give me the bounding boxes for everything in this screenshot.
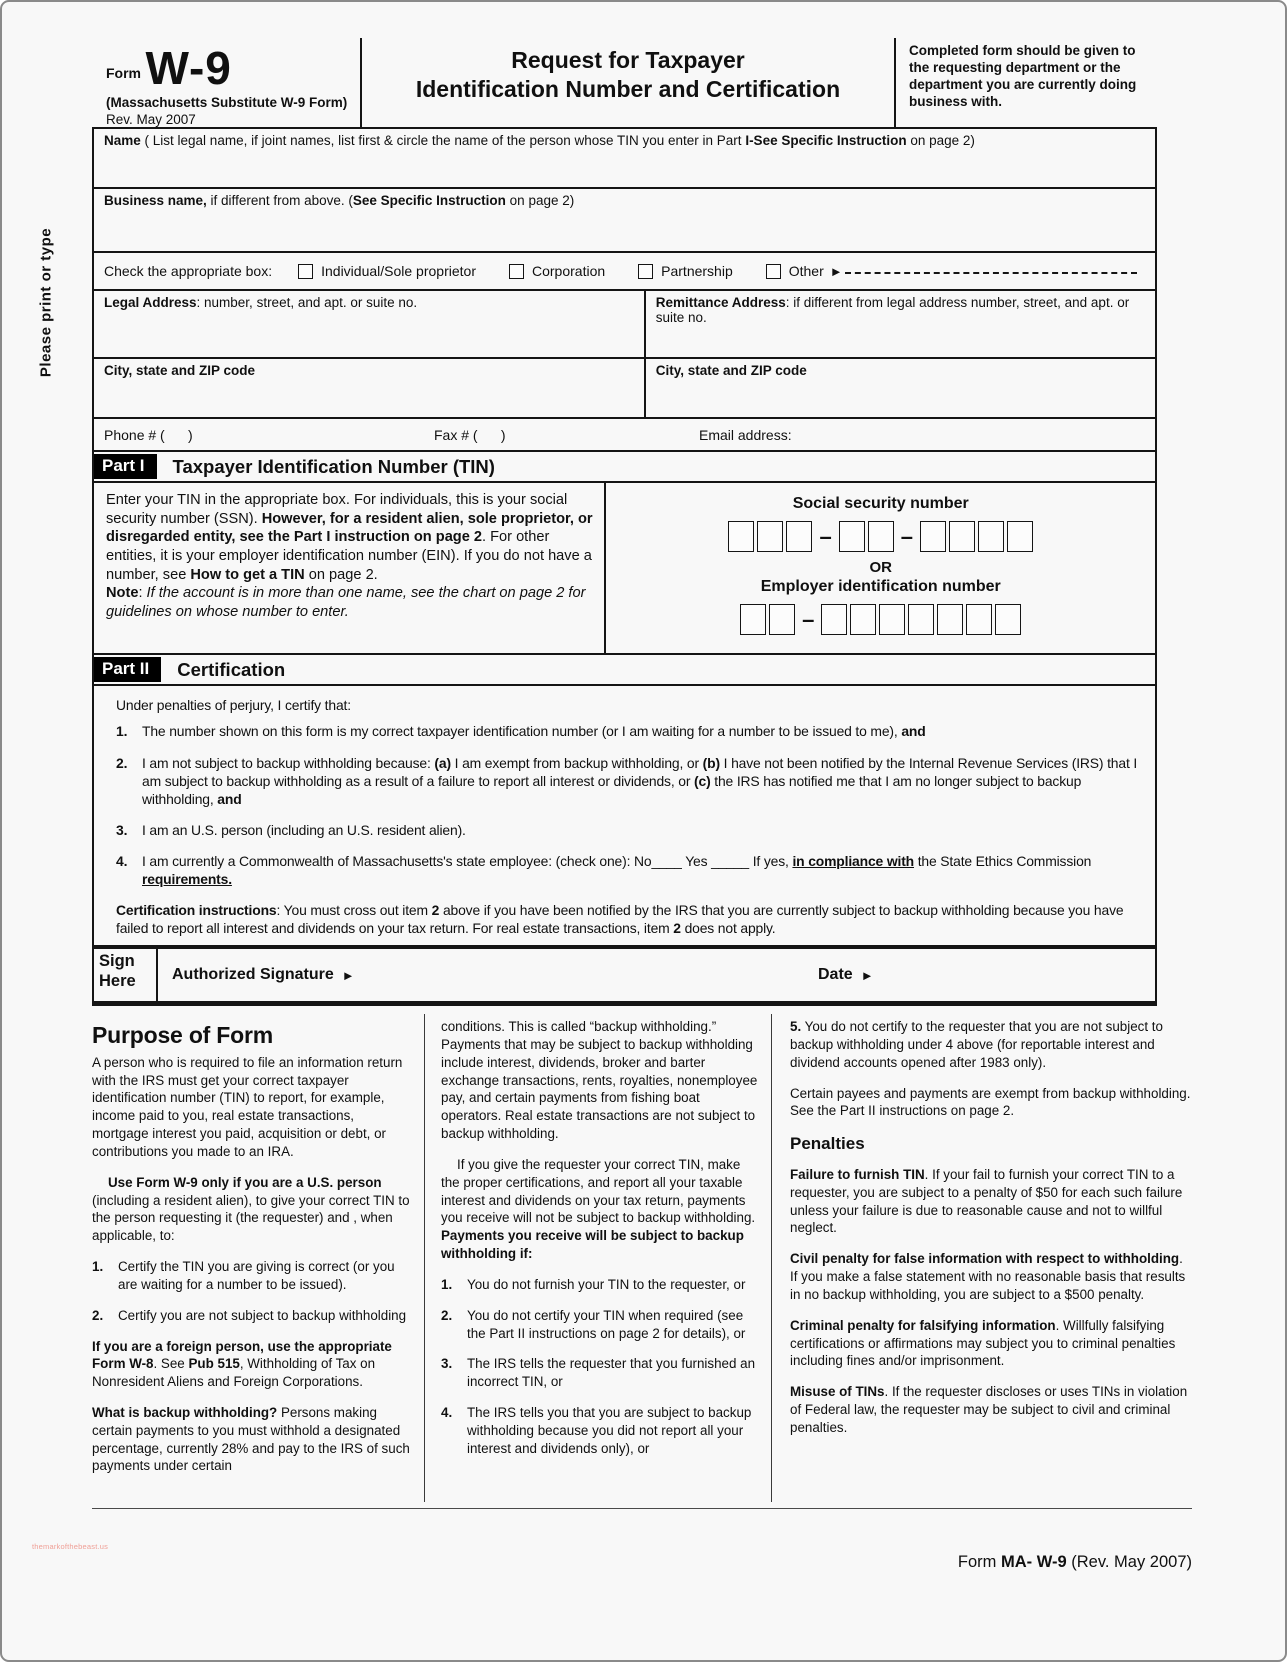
checkbox-partnership[interactable] — [638, 264, 653, 279]
ssn-label: Social security number — [792, 495, 969, 513]
ein-box-digit[interactable] — [908, 604, 934, 635]
business-name-label: Business name, if different from above. (See Specific Instruction on page 2) — [104, 193, 575, 209]
withholding-list-item-3: 3. The IRS tells the requester that you furnished an incorrect TIN, or — [441, 1356, 756, 1390]
ssn-dash: – — [900, 523, 913, 549]
name-field-row — [94, 129, 1155, 189]
instructions-section — [92, 1006, 1192, 1502]
tin-instructions: Enter your TIN in the appropriate box. For individuals, this is your social security number (SSN). However, for a resident alien, sole proprietor, or disregarded entity, see the Part I instruction on page 2. For other entities, it is your employer identification number (EIN). If you do not have a number, see How to get a TIN on page 2. Note: If the account is in more than one name, see the chart on page 2 for guidelines on whose number to enter. — [94, 483, 606, 653]
form-fields-table — [92, 127, 1157, 1006]
civil-penalty-paragraph: Civil penalty for false information with respect to withholding. If you make a false statement with no reasonable basis that results in no backup withholding, you are subject to a $500 penalty. — [790, 1251, 1186, 1302]
withholding-list-item-4: 4. The IRS tells you that you are subject to backup withholding because you did not report all your interest and dividends only), or — [441, 1405, 752, 1456]
date-field[interactable] — [818, 966, 874, 984]
ssn-box-digit[interactable] — [1007, 521, 1033, 552]
phone-fax-email-row — [94, 419, 1155, 452]
legal-address-input[interactable] — [94, 310, 644, 330]
option-corporation — [509, 263, 605, 279]
phone-field[interactable]: Phone # ( ) — [104, 426, 193, 443]
legal-city-input[interactable] — [94, 378, 644, 398]
form-side-note: Completed form should be given to the requesting department or the department you are currently doing business with. — [909, 43, 1137, 110]
remittance-city-label: City, state and ZIP code — [655, 363, 807, 379]
failure-to-furnish-paragraph: Failure to furnish TIN. If your fail to furnish your correct TIN to a requester, you are subject to a penalty of $50 for each such failure unless your failure is due to reasonable cause and not to willful neglect. — [790, 1166, 1183, 1236]
ssn-box-digit[interactable] — [868, 521, 894, 552]
legal-address-label: Legal Address: number, street, and apt. or suite no. — [104, 295, 418, 311]
legal-city-label: City, state and ZIP code — [104, 363, 256, 379]
other-arrow-icon: ► — [829, 263, 843, 279]
signature-cell — [158, 949, 1155, 1001]
withholding-list-item-5: 5. You do not certify to the requester that you are not subject to backup withholding under 4 above (for reportable interest and dividend accounts opened after 1983 only). — [790, 1019, 1163, 1070]
authorized-signature-label: Authorized Signature — [172, 966, 334, 984]
criminal-penalty-paragraph: Criminal penalty for falsifying information. Willfully falsifying certifications or affirmations may subject you to criminal penalties including fines and/or imprisonment. — [790, 1317, 1176, 1369]
certification-item-1-text: The number shown on this form is my correct taxpayer identification number (or I am waiting for a number to be issued to me), and — [142, 723, 926, 740]
certification-intro: Under penalties of perjury, I certify that: — [116, 697, 351, 714]
tin-note-label: Note — [106, 585, 139, 602]
purpose-heading: Purpose of Form — [92, 1022, 274, 1049]
entity-type-row — [94, 253, 1155, 291]
part1-tag: Part I — [94, 454, 157, 479]
misuse-of-tins-paragraph: Misuse of TINs. If the requester discloses or uses TINs in violation of Federal law, the requester may be subject to civil and criminal penalties. — [790, 1384, 1188, 1435]
name-input[interactable] — [94, 148, 1155, 168]
ssn-boxes — [606, 521, 1155, 552]
ssn-dash: – — [819, 523, 832, 549]
form-number: W-9 — [145, 42, 232, 94]
middle-p2: If you give the requester your correct TIN, make the proper certifications, and report all your taxable interest and dividends on your tax return, payments you receive will not be subject to backup withholding. Payments you receive will be subject to backup withholding if: — [441, 1156, 756, 1262]
form-title-line1: Request for Taxpayer — [511, 47, 745, 73]
name-label: Name ( List legal name, if joint names, list first & circle the name of the person whose TIN you enter in Part I-See Specific Instruction on page 2) — [104, 133, 975, 149]
or-label: OR — [869, 559, 892, 577]
remittance-address-input[interactable] — [646, 325, 1155, 345]
certification-item-2: 2. I am not subject to backup withholding because: (a) I am exempt from backup withholding, or (b) I have not been notified by the Internal Revenue Services (IRS) that I am subject to backup withholding as a result of a failure to report all interest or dividends, or (c) the IRS has notified me that I am no longer subject to backup withholding, and — [116, 754, 1141, 808]
option-partnership-label: Partnership — [661, 263, 733, 280]
legal-address-cell — [94, 291, 646, 357]
ein-box-digit[interactable] — [850, 604, 876, 635]
remittance-city-cell — [646, 359, 1155, 417]
ein-box-digit[interactable] — [740, 604, 766, 635]
option-other — [766, 263, 824, 279]
certification-item-2-text: I am not subject to backup withholding because: (a) I am exempt from backup withholding, or (b) I have not been notified by the Internal Revenue Services (IRS) that I am subject to backup withholding as a result of a failure to report all interest or dividends, or (c) the IRS has notified me that I am no longer subject to backup withholding, and — [142, 754, 1138, 807]
legal-city-cell — [94, 359, 646, 417]
date-arrow-icon: ► — [860, 967, 874, 983]
form-word: Form — [106, 65, 141, 81]
ssn-box-digit[interactable] — [786, 521, 812, 552]
watermark-text: themarkofthebeast.us — [32, 1542, 109, 1551]
withholding-list-item-1: 1. You do not furnish your TIN to the requester, or — [441, 1276, 746, 1292]
ein-boxes — [606, 604, 1155, 635]
sign-here-row — [94, 947, 1155, 1004]
foreign-person-paragraph: If you are a foreign person, use the appropriate Form W-8. See Pub 515, Withholding of Tax on Nonresident Aliens and Foreign Corporations. — [92, 1338, 392, 1390]
certification-item-1: 1. The number shown on this form is my correct taxpayer identification number (or I am waiting for a number to be issued to me), and — [116, 723, 926, 740]
part2-header — [94, 655, 1155, 686]
checkbox-individual[interactable] — [298, 264, 313, 279]
certification-item-4: 4. I am currently a Commonwealth of Massachusetts's state employee: (check one): No____ Yes _____ If yes, in compliance with the State Ethics Commission requirements. — [116, 852, 1141, 888]
tin-entry-area — [606, 483, 1155, 653]
middle-p1: conditions. This is called “backup withholding.” Payments that may be subject to backup withholding include interest, dividends, broker and barter exchange transactions, rents, royalties, nonemployee pay, and certain payments from fishing boat operators. Real estate transactions are not subject to backup withholding. — [441, 1019, 758, 1142]
ein-dash: – — [802, 606, 815, 632]
footer-form-id: Form MA- W-9 (Rev. May 2007) — [957, 1553, 1192, 1572]
purpose-p2: Use Form W-9 only if you are a U.S. person (including a resident alien), to give your correct TIN to the person requesting it (the requester) and , when applicable, to: — [92, 1174, 410, 1244]
exempt-payees-paragraph: Certain payees and payments are exempt from backup withholding. See the Part II instructions on page 2. — [790, 1085, 1191, 1119]
form-title-line2: Identification Number and Certification — [415, 75, 841, 102]
part1-body — [94, 483, 1155, 655]
ein-box-digit[interactable] — [995, 604, 1021, 635]
part2-title: Certification — [177, 658, 286, 680]
option-corporation-label: Corporation — [531, 263, 606, 280]
ein-box-digit[interactable] — [769, 604, 795, 635]
option-other-label: Other — [788, 263, 824, 280]
ssn-box-digit[interactable] — [949, 521, 975, 552]
purpose-column — [92, 1014, 425, 1502]
purpose-list-item-1: 1. Certify the TIN you are giving is correct (or you are waiting for a number to be issued). — [92, 1259, 395, 1292]
business-name-field-row — [94, 189, 1155, 253]
business-name-input[interactable] — [94, 208, 1155, 228]
form-title — [360, 38, 896, 127]
ein-box-digit[interactable] — [821, 604, 847, 635]
option-partnership — [638, 263, 733, 279]
form-number-block — [102, 38, 360, 127]
withholding-list-item-2: 2. You do not certify your TIN when required (see the Part II instructions on page 2 for details), or — [441, 1307, 746, 1341]
remittance-city-input[interactable] — [646, 378, 1155, 398]
penalties-column — [772, 1014, 1192, 1502]
certification-instructions: Certification instructions: You must cross out item 2 above if you have been notified by the IRS that you are currently subject to backup withholding because you have failed to report all interest and dividends on your tax return. For real estate transactions, item 2 does not apply. — [116, 902, 1124, 937]
ssn-box-digit[interactable] — [757, 521, 783, 552]
other-fill-in-line[interactable] — [845, 272, 1137, 274]
signature-arrow-icon: ► — [341, 967, 355, 983]
backup-withholding-paragraph: What is backup withholding? Persons making certain payments to you must withhold a designated percentage, currently 28% and pay to the IRS of such payments under certain — [92, 1405, 410, 1474]
purpose-p1: A person who is required to file an information return with the IRS must get your correct taxpayer identification number (TIN) to report, for example, income paid to you, real estate transactions, mortgage interest you paid, acquisition or debt, or contributions you made to an IRA. — [92, 1054, 403, 1159]
form-header — [102, 38, 1158, 127]
form-substitute-label: (Massachusetts Substitute W-9 Form) — [106, 95, 348, 111]
part1-header — [94, 452, 1155, 483]
email-field[interactable]: Email address: — [699, 426, 792, 443]
checkbox-other[interactable] — [766, 264, 781, 279]
part2-tag: Part II — [94, 657, 161, 682]
purpose-list-item-2: 2. Certify you are not subject to backup withholding — [92, 1307, 407, 1323]
form-revision: Rev. May 2007 — [106, 112, 196, 128]
option-individual-label: Individual/Sole proprietor — [321, 263, 476, 280]
certification-item-3-text: I am an U.S. person (including an U.S. resident alien). — [142, 821, 466, 838]
authorized-signature-field[interactable] — [172, 966, 818, 984]
remittance-address-cell — [646, 291, 1155, 357]
option-individual — [298, 263, 476, 279]
penalties-heading: Penalties — [790, 1134, 865, 1154]
certification-item-4-text[interactable]: I am currently a Commonwealth of Massachusetts's state employee: (check one): No____ Yes _____ If yes, in compliance with the State Ethics Commission requirements. — [142, 852, 1092, 887]
ssn-box-digit[interactable] — [920, 521, 946, 552]
please-print-or-type-label: Please print or type — [37, 227, 55, 378]
certification-item-3: 3. I am an U.S. person (including an U.S. resident alien). — [116, 821, 466, 838]
ssn-box-digit[interactable] — [839, 521, 865, 552]
remittance-address-label: Remittance Address: if different from legal address number, street, and apt. or suite no. — [655, 295, 1130, 326]
certification-block — [94, 686, 1155, 947]
ein-box-digit[interactable] — [966, 604, 992, 635]
middle-column — [425, 1014, 772, 1502]
ein-box-digit[interactable] — [879, 604, 905, 635]
checkbox-corporation[interactable] — [509, 264, 524, 279]
check-box-row-label: Check the appropriate box: — [104, 263, 273, 280]
address-row — [94, 291, 1155, 359]
fax-field[interactable]: Fax # ( ) — [434, 426, 506, 443]
city-row — [94, 359, 1155, 419]
sign-here-label: Sign Here — [94, 949, 158, 1001]
part1-title: Taxpayer Identification Number (TIN) — [172, 455, 495, 477]
date-label: Date — [818, 966, 853, 984]
ssn-box-digit[interactable] — [728, 521, 754, 552]
ein-label: Employer identification number — [760, 578, 1001, 596]
ein-box-digit[interactable] — [937, 604, 963, 635]
ssn-box-digit[interactable] — [978, 521, 1004, 552]
